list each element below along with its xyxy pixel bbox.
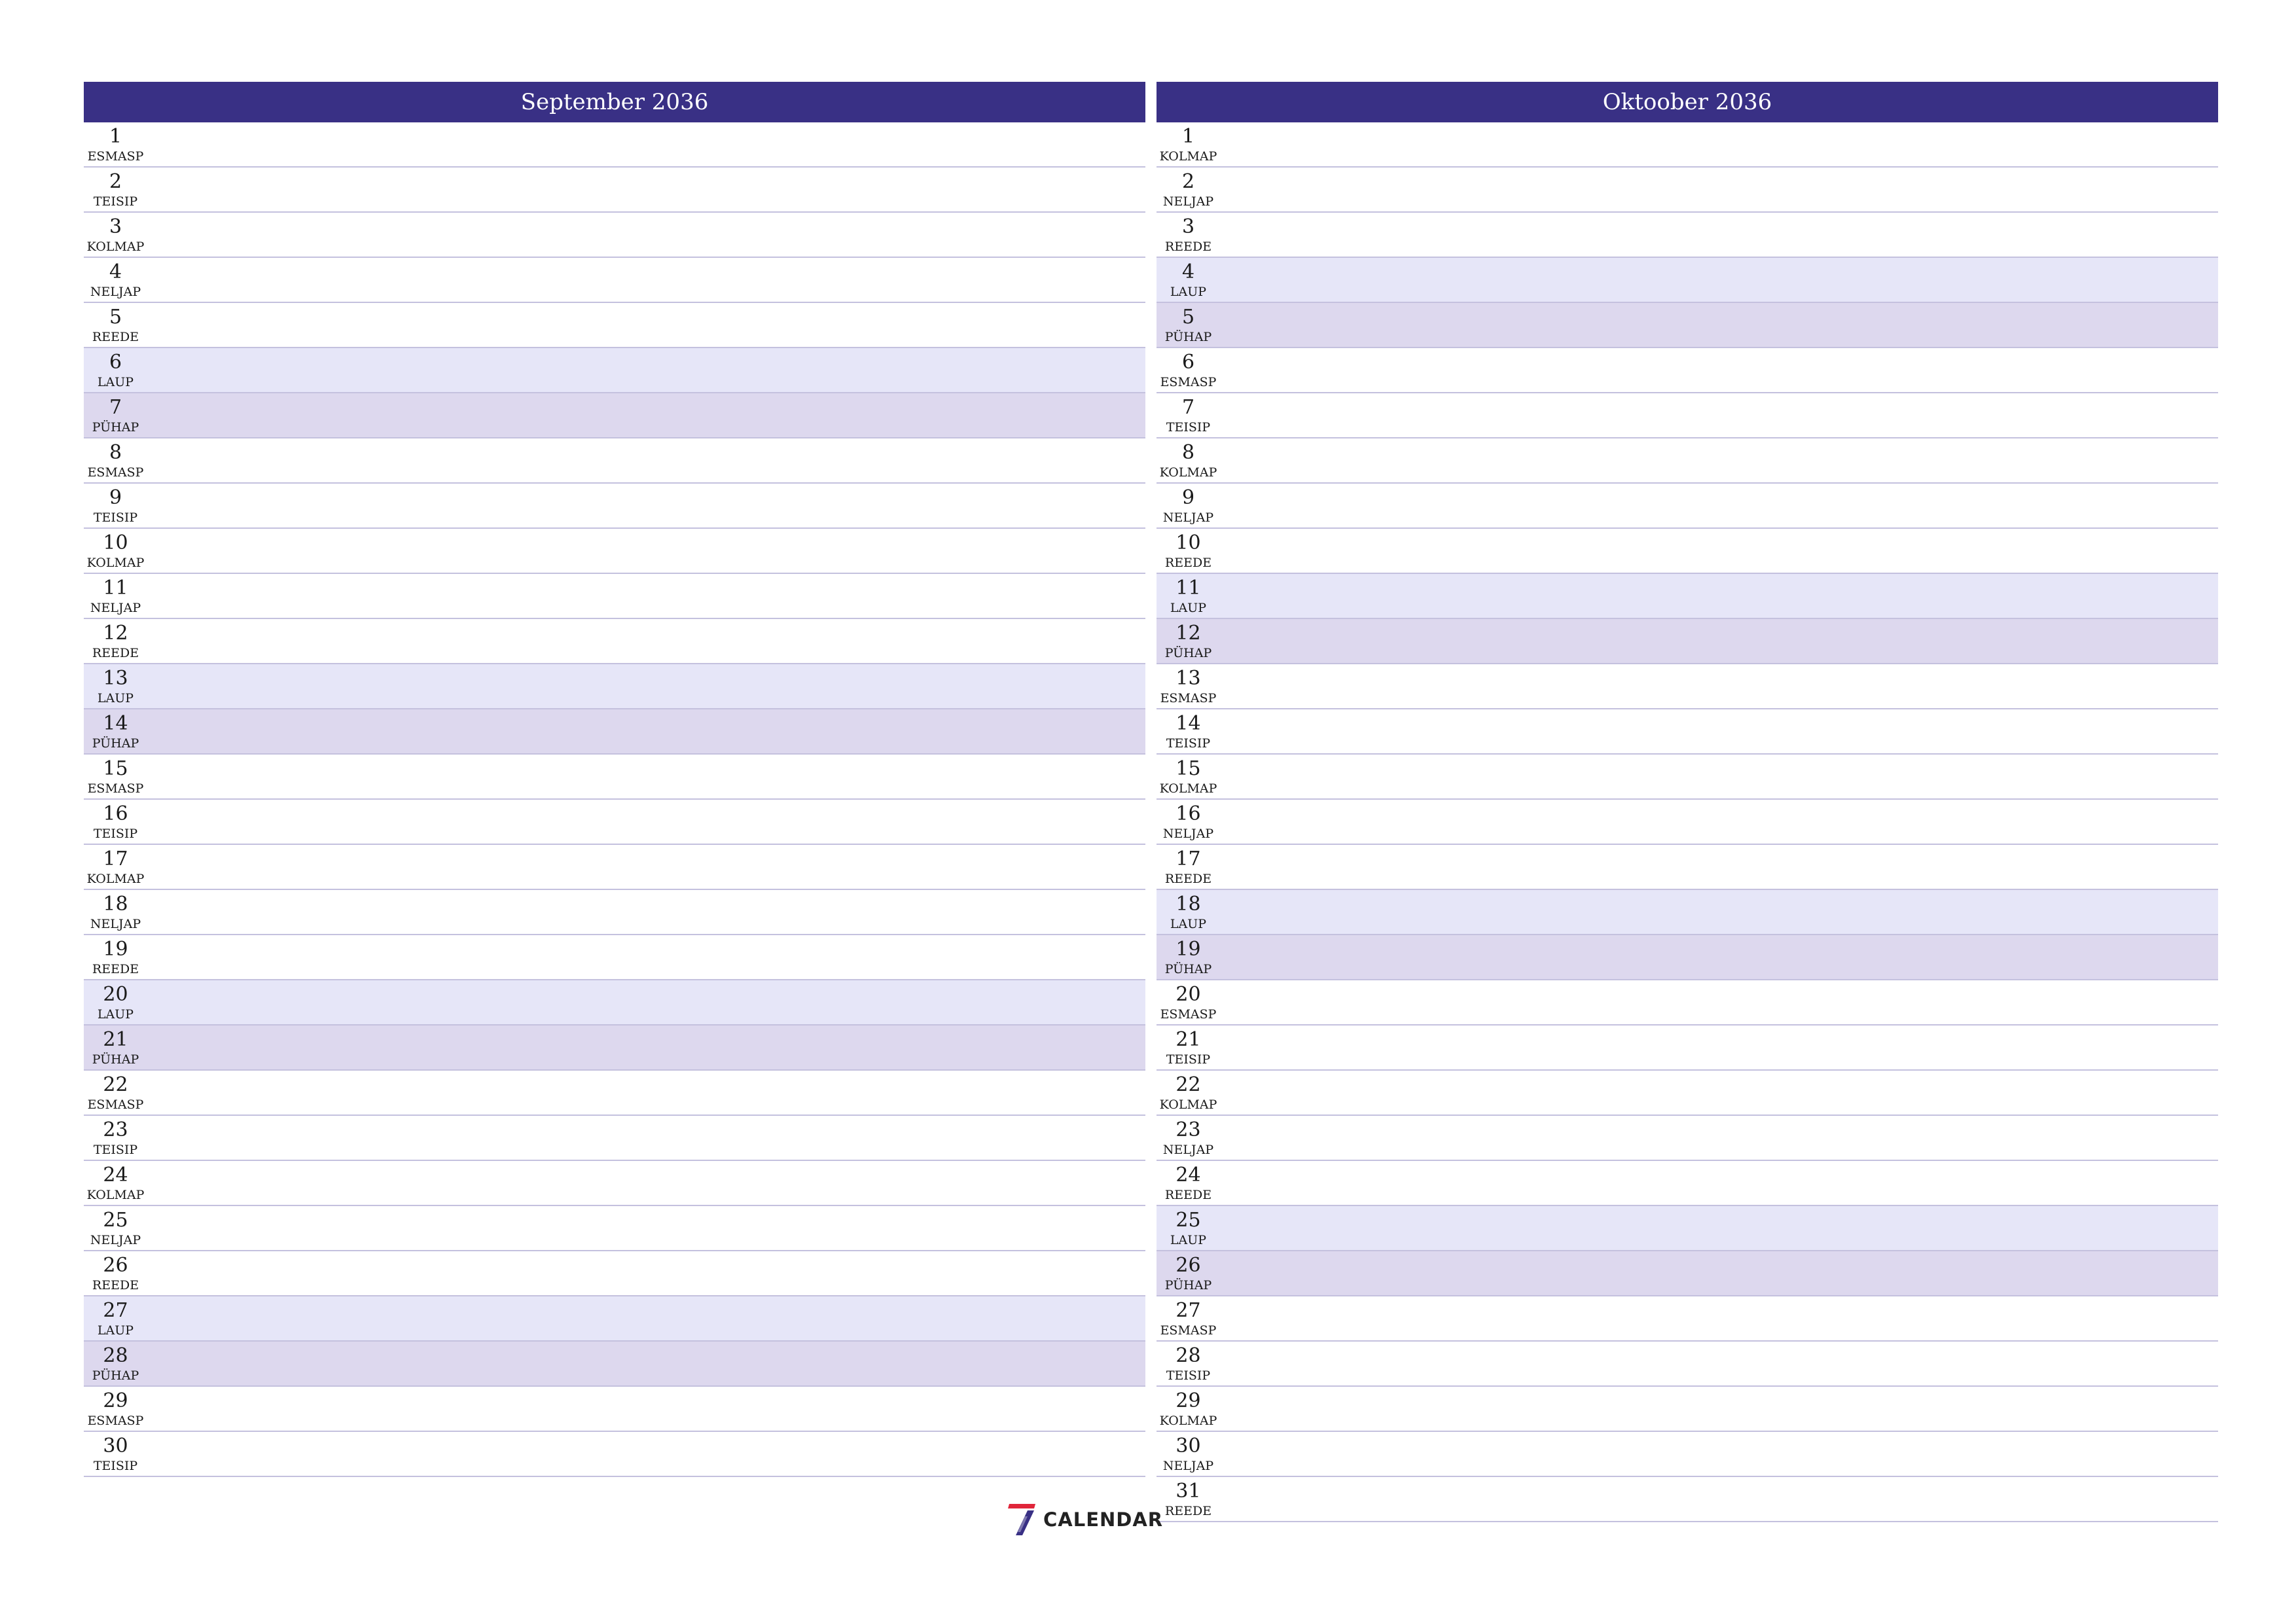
day-row[interactable] <box>84 935 1145 980</box>
day-number: 10 <box>1175 531 1201 554</box>
weekday-label: REEDE <box>1164 872 1212 886</box>
weekday-label: KOLMAP <box>86 556 145 570</box>
day-number: 4 <box>1181 260 1195 283</box>
day-number: 17 <box>103 847 128 870</box>
day-row[interactable] <box>84 1387 1145 1432</box>
weekday-label: TEISIP <box>93 510 138 525</box>
day-list <box>1157 122 2218 1522</box>
weekday-label: NELJAP <box>1162 194 1214 209</box>
month-september <box>84 82 1145 1477</box>
day-row[interactable] <box>1157 800 2218 845</box>
day-number: 28 <box>1175 1344 1201 1367</box>
month-title: Oktoober 2036 <box>1157 82 2218 122</box>
weekday-label: NELJAP <box>1162 1459 1214 1473</box>
weekday-label: LAUP <box>97 375 134 389</box>
day-number: 9 <box>109 486 122 509</box>
day-number: 25 <box>103 1209 128 1232</box>
day-row[interactable] <box>84 168 1145 213</box>
day-number: 17 <box>1175 847 1201 870</box>
day-row[interactable] <box>1157 258 2218 303</box>
weekday-label: ESMASP <box>87 1414 144 1428</box>
day-number: 31 <box>1175 1480 1201 1503</box>
day-row[interactable] <box>1157 980 2218 1026</box>
day-row[interactable] <box>84 800 1145 845</box>
brand-logo[interactable] <box>1008 1503 1163 1537</box>
weekday-label: KOLMAP <box>86 240 145 254</box>
day-row[interactable] <box>1157 122 2218 168</box>
logo-text: CALENDAR <box>1043 1508 1164 1531</box>
day-row[interactable] <box>84 1026 1145 1071</box>
day-number: 13 <box>103 667 128 690</box>
day-number: 12 <box>103 622 128 645</box>
weekday-label: NELJAP <box>90 601 141 615</box>
weekday-label: KOLMAP <box>86 1188 145 1202</box>
day-row[interactable] <box>1157 1342 2218 1387</box>
day-row[interactable] <box>1157 484 2218 529</box>
day-number: 8 <box>109 441 122 464</box>
weekday-label: PÜHAP <box>92 1368 139 1383</box>
day-row[interactable] <box>1157 1206 2218 1251</box>
weekday-label: LAUP <box>1170 917 1207 931</box>
day-number: 6 <box>1181 351 1195 374</box>
day-row[interactable] <box>1157 664 2218 709</box>
day-number: 15 <box>1175 757 1201 780</box>
day-row[interactable] <box>1157 574 2218 619</box>
day-number: 12 <box>1175 622 1201 645</box>
weekday-label: NELJAP <box>90 285 141 299</box>
weekday-label: LAUP <box>97 1007 134 1022</box>
day-number: 2 <box>109 170 122 193</box>
day-row[interactable] <box>1157 1071 2218 1116</box>
day-row[interactable] <box>84 1251 1145 1296</box>
day-row[interactable] <box>1157 303 2218 348</box>
day-number: 30 <box>1175 1435 1201 1457</box>
day-row[interactable] <box>84 709 1145 755</box>
day-number: 16 <box>103 802 128 825</box>
day-row[interactable] <box>84 1342 1145 1387</box>
weekday-label: REEDE <box>92 1278 139 1293</box>
day-row[interactable] <box>1157 890 2218 935</box>
weekday-label: LAUP <box>97 1323 134 1338</box>
day-row[interactable] <box>1157 845 2218 890</box>
weekday-label: NELJAP <box>90 1233 141 1247</box>
weekday-label: REEDE <box>92 646 139 660</box>
day-number: 8 <box>1181 441 1195 464</box>
day-number: 15 <box>103 757 128 780</box>
weekday-label: TEISIP <box>93 194 138 209</box>
day-number: 11 <box>103 577 128 599</box>
day-number: 5 <box>109 306 122 329</box>
day-row[interactable] <box>84 1432 1145 1477</box>
weekday-label: REEDE <box>92 330 139 344</box>
weekday-label: TEISIP <box>1166 1368 1211 1383</box>
weekday-label: KOLMAP <box>1159 1414 1217 1428</box>
weekday-label: REEDE <box>92 962 139 976</box>
day-number: 11 <box>1175 577 1201 599</box>
weekday-label: REEDE <box>1164 1504 1212 1518</box>
day-row[interactable] <box>1157 1477 2218 1522</box>
weekday-label: TEISIP <box>1166 1052 1211 1067</box>
day-row[interactable] <box>84 393 1145 438</box>
day-number: 26 <box>103 1254 128 1277</box>
day-row[interactable] <box>84 890 1145 935</box>
day-number: 30 <box>103 1435 128 1457</box>
day-row[interactable] <box>1157 1116 2218 1161</box>
day-number: 14 <box>103 712 128 735</box>
weekday-label: PÜHAP <box>92 420 139 435</box>
weekday-label: ESMASP <box>87 149 144 164</box>
day-row[interactable] <box>1157 168 2218 213</box>
day-row[interactable] <box>84 1161 1145 1206</box>
day-row[interactable] <box>84 438 1145 484</box>
day-number: 21 <box>1175 1028 1201 1051</box>
day-row[interactable] <box>84 1116 1145 1161</box>
day-number: 21 <box>103 1028 128 1051</box>
day-number: 5 <box>1181 306 1195 329</box>
day-number: 6 <box>109 351 122 374</box>
day-row[interactable] <box>1157 935 2218 980</box>
weekday-label: ESMASP <box>87 1097 144 1112</box>
day-number: 7 <box>1181 396 1195 419</box>
day-row[interactable] <box>84 213 1145 258</box>
day-number: 9 <box>1181 486 1195 509</box>
day-row[interactable] <box>84 1296 1145 1342</box>
weekday-label: LAUP <box>1170 285 1207 299</box>
weekday-label: ESMASP <box>87 781 144 796</box>
day-row[interactable] <box>1157 438 2218 484</box>
day-row[interactable] <box>1157 1026 2218 1071</box>
day-row[interactable] <box>84 484 1145 529</box>
weekday-label: REEDE <box>1164 240 1212 254</box>
weekday-label: PÜHAP <box>1164 330 1212 344</box>
day-number: 16 <box>1175 802 1201 825</box>
weekday-label: KOLMAP <box>1159 465 1217 480</box>
weekday-label: LAUP <box>1170 1233 1207 1247</box>
day-row[interactable] <box>1157 348 2218 393</box>
weekday-label: KOLMAP <box>1159 1097 1217 1112</box>
day-number: 4 <box>109 260 122 283</box>
day-number: 18 <box>103 893 128 916</box>
day-number: 14 <box>1175 712 1201 735</box>
day-row[interactable] <box>84 619 1145 664</box>
day-row[interactable] <box>84 1206 1145 1251</box>
day-number: 29 <box>1175 1389 1201 1412</box>
day-number: 23 <box>103 1118 128 1141</box>
day-number: 24 <box>103 1164 128 1186</box>
day-row[interactable] <box>1157 393 2218 438</box>
weekday-label: NELJAP <box>1162 827 1214 841</box>
day-number: 2 <box>1181 170 1195 193</box>
weekday-label: PÜHAP <box>92 736 139 751</box>
weekday-label: ESMASP <box>1160 1323 1217 1338</box>
day-row[interactable] <box>84 303 1145 348</box>
day-number: 20 <box>103 983 128 1006</box>
day-number: 1 <box>109 125 122 148</box>
day-number: 24 <box>1175 1164 1201 1186</box>
day-number: 25 <box>1175 1209 1201 1232</box>
day-number: 10 <box>103 531 128 554</box>
day-number: 3 <box>1181 215 1195 238</box>
day-row[interactable] <box>1157 619 2218 664</box>
day-number: 22 <box>103 1073 128 1096</box>
day-number: 26 <box>1175 1254 1201 1277</box>
weekday-label: ESMASP <box>1160 691 1217 705</box>
weekday-label: NELJAP <box>1162 1143 1214 1157</box>
month-october <box>1157 82 2218 1522</box>
day-row[interactable] <box>84 980 1145 1026</box>
day-row[interactable] <box>1157 1432 2218 1477</box>
weekday-label: KOLMAP <box>1159 781 1217 796</box>
weekday-label: LAUP <box>1170 601 1207 615</box>
day-number: 27 <box>1175 1299 1201 1322</box>
day-number: 19 <box>1175 938 1201 961</box>
day-row[interactable] <box>84 348 1145 393</box>
weekday-label: PÜHAP <box>92 1052 139 1067</box>
day-number: 27 <box>103 1299 128 1322</box>
day-row[interactable] <box>84 1071 1145 1116</box>
weekday-label: KOLMAP <box>1159 149 1217 164</box>
weekday-label: REEDE <box>1164 1188 1212 1202</box>
weekday-label: NELJAP <box>90 917 141 931</box>
weekday-label: PÜHAP <box>1164 1278 1212 1293</box>
weekday-label: ESMASP <box>87 465 144 480</box>
day-number: 18 <box>1175 893 1201 916</box>
day-number: 28 <box>103 1344 128 1367</box>
weekday-label: TEISIP <box>1166 420 1211 435</box>
day-number: 20 <box>1175 983 1201 1006</box>
day-row[interactable] <box>1157 1387 2218 1432</box>
day-row[interactable] <box>84 845 1145 890</box>
weekday-label: TEISIP <box>93 1459 138 1473</box>
day-row[interactable] <box>84 574 1145 619</box>
day-row[interactable] <box>84 122 1145 168</box>
weekday-label: LAUP <box>97 691 134 705</box>
day-number: 3 <box>109 215 122 238</box>
day-number: 13 <box>1175 667 1201 690</box>
weekday-label: PÜHAP <box>1164 646 1212 660</box>
seven-logo-icon <box>1008 1503 1037 1537</box>
day-row[interactable] <box>84 529 1145 574</box>
weekday-label: PÜHAP <box>1164 962 1212 976</box>
weekday-label: TEISIP <box>93 827 138 841</box>
day-list <box>84 122 1145 1477</box>
weekday-label: TEISIP <box>93 1143 138 1157</box>
weekday-label: TEISIP <box>1166 736 1211 751</box>
day-row[interactable] <box>84 755 1145 800</box>
day-row[interactable] <box>1157 709 2218 755</box>
day-row[interactable] <box>1157 1251 2218 1296</box>
weekday-label: REEDE <box>1164 556 1212 570</box>
day-row[interactable] <box>84 664 1145 709</box>
day-row[interactable] <box>1157 213 2218 258</box>
day-number: 29 <box>103 1389 128 1412</box>
day-number: 23 <box>1175 1118 1201 1141</box>
weekday-label: ESMASP <box>1160 1007 1217 1022</box>
day-row[interactable] <box>84 258 1145 303</box>
day-number: 19 <box>103 938 128 961</box>
day-row[interactable] <box>1157 755 2218 800</box>
weekday-label: ESMASP <box>1160 375 1217 389</box>
day-number: 22 <box>1175 1073 1201 1096</box>
weekday-label: NELJAP <box>1162 510 1214 525</box>
month-title: September 2036 <box>84 82 1145 122</box>
day-row[interactable] <box>1157 1161 2218 1206</box>
day-number: 1 <box>1181 125 1195 148</box>
day-row[interactable] <box>1157 1296 2218 1342</box>
weekday-label: KOLMAP <box>86 872 145 886</box>
day-row[interactable] <box>1157 529 2218 574</box>
day-number: 7 <box>109 396 122 419</box>
